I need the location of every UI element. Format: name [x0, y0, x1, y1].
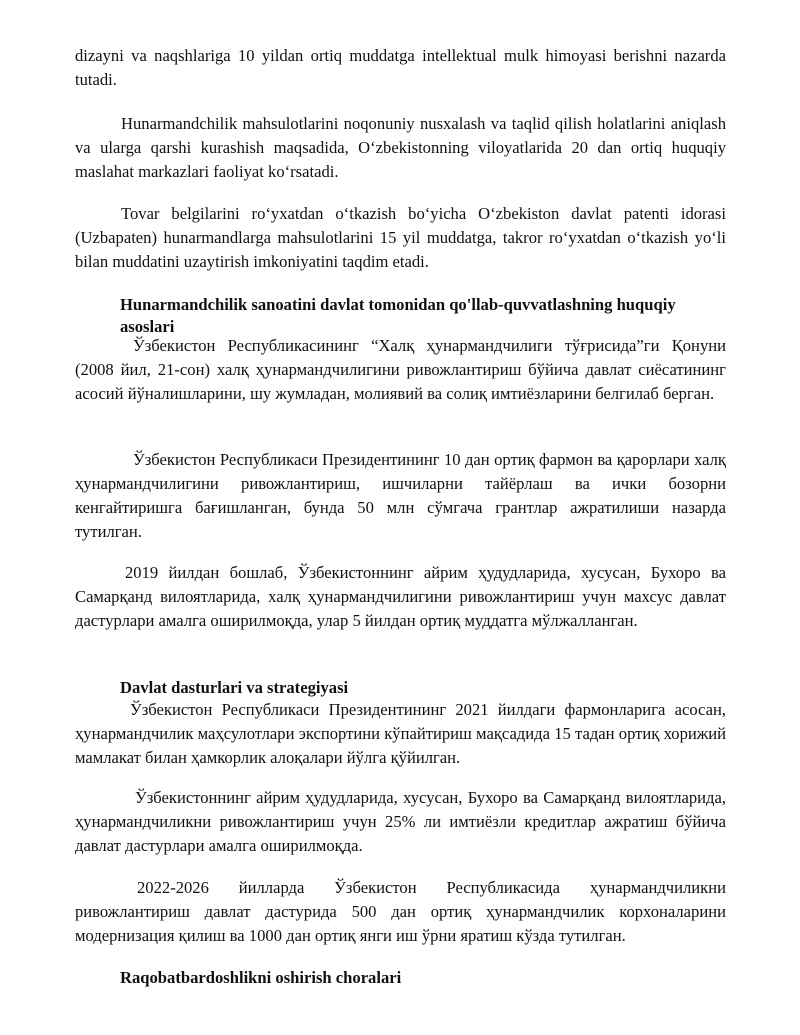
paragraph-regional-programs: 2019 йилдан бошлаб, Ўзбекистоннинг айрим ҳудудларида, хусусан, Бухоро ва Самарқанд вилоятларида, халқ ҳунармандчилигини ривожлантириш учун махсус давлат дастурлари амалга оширилмоқда, улар 5 йилдан ортиқ муддатга мўлжалланган. [75, 563, 726, 630]
paragraph-2022-2026-program: 2022-2026 йилларда Ўзбекистон Республикасида ҳунармандчиликни ривожлантириш давлат дастурида 500 дан ортиқ ҳунармандчилик корхоналарини модернизация қилиш ва 1000 дан ортиқ янги иш ўрни яратиш кўзда тутилган. [75, 878, 726, 945]
paragraph-ip-protection: dizayni va naqshlariga 10 yildan ortiq muddatga intellektual mulk himoyasi berishni nazarda tutadi. [75, 46, 726, 89]
paragraph-legal-centers: Hunarmandchilik mahsulotlarini noqonuniy nusxalash va taqlid qilish holatlarini aniqlash va ularga qarshi kurashish maqsadida, O‘zbekistonning viloyatlarida 20 dan ortiq huquqiy maslahat markazlari faoliyat ko‘rsatadi. [75, 114, 726, 181]
paragraph-trademark-registration: Tovar belgilarini ro‘yxatdan o‘tkazish bo‘yicha O‘zbekiston davlat patenti idorasi (Uzbapaten) hunarmandlarga mahsulotlarini 15 yil muddatga, takror ro‘yxatdan o‘tkazish yo‘li bilan muddatini uzaytirish imkoniyatini taqdim etadi. [75, 204, 726, 271]
paragraph-export-cooperation: Ўзбекистон Республикаси Президентининг 2021 йилдаги фармонларига асосан, ҳунармандчилик маҳсулотлари экспортини кўпайтириш мақсадида 15 тадан ортиқ хорижий мамлакат билан ҳамкорлик алоқалари йўлга қўйилган. [75, 700, 726, 767]
section-heading-legal-basis: Hunarmandchilik sanoatini davlat tomonidan qo'llab-quvvatlashning huquqiy asoslari [120, 295, 676, 336]
paragraph-crafts-law: Ўзбекистон Республикасининг “Халқ ҳунармандчилиги тўғрисида”ги Қонуни (2008 йил, 21-сон) халқ ҳунармандчилигини ривожлантириш бўйича давлат сиёсатининг асосий йўналишларини, шу жумладан, молиявий ва солиқ имтиёзларини белгилаб берган. [75, 336, 726, 403]
paragraph-preferential-credits: Ўзбекистоннинг айрим ҳудудларида, хусусан, Бухоро ва Самарқанд вилоятларида, ҳунармандчиликни ривожлантириш учун 25% ли имтиёзли кредитлар ажратиш бўйича давлат дастурлари амалга оширилмоқда. [75, 788, 726, 855]
section-heading-state-programs: Davlat dasturlari va strategiyasi [120, 678, 349, 697]
paragraph-presidential-decrees: Ўзбекистон Республикаси Президентининг 10 дан ортиқ фармон ва қарорлари халқ ҳунармандчилигини ривожлантириш, ишчиларни тайёрлаш ва ички бозорни кенгайтиришга бағишланган, бунда 50 млн сўмгача грантлар ажратилиши назарда тутилган. [75, 450, 726, 541]
section-heading-competitiveness: Raqobatbardoshlikni oshirish choralari [120, 968, 402, 987]
